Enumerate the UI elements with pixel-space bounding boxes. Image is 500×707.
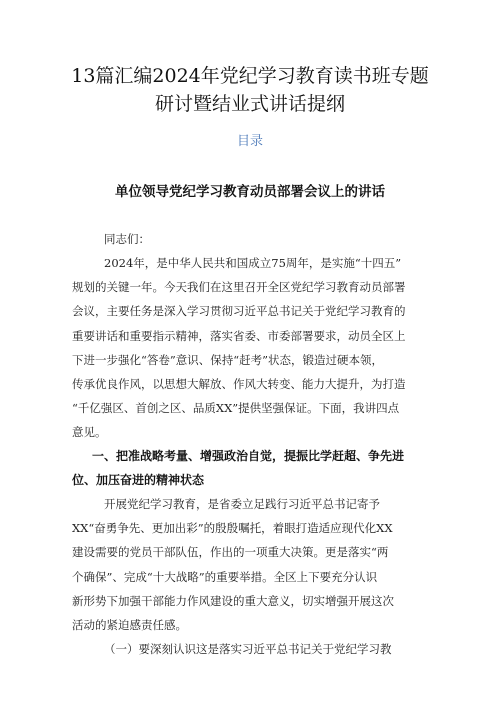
heading-1-line: 位、加压奋进的精神状态 <box>72 473 205 487</box>
paragraph-1-line: 2024年，是中华人民共和国成立75周年，是实施“十四五” <box>104 256 402 270</box>
heading-1 <box>72 444 434 492</box>
paragraph-1-line: 会议，主要任务是深入学习贯彻习近平总书记关于党纪学习教育的 <box>72 304 406 319</box>
salutation-text: 同志们： <box>104 232 150 246</box>
paragraph-1 <box>72 251 434 445</box>
paragraph-2-line: 开展党纪学习教育，是省委立足践行习近平总书记寄予 <box>104 497 380 511</box>
paragraph-2-line: 新形势下加强干部能力作风建设的重大意义，切实增强开展这次 <box>72 593 394 608</box>
subheading-1-line: （一）要深刻认识这是落实习近平总书记关于党纪学习教 <box>104 642 392 656</box>
document-title-line-1: 13篇汇编2024年党纪学习教育读书班专题 <box>71 65 429 87</box>
paragraph-2-line: 个确保”、完成“十大战略”的重要举措。全区上下要充分认识 <box>72 569 378 584</box>
paragraph-2-line: 建设需要的党员干部队伍，作出的一项重大决策。更是落实“两 <box>72 545 389 560</box>
paragraph-2-line: XX“奋勇争先、更加出彩”的殷殷嘱托，着眼打造适应现代化XX <box>72 521 393 536</box>
toc-link[interactable]: 目录 <box>236 134 263 149</box>
salutation <box>104 227 466 251</box>
paragraph-1-line: 规划的关键一年。今天我们在这里召开全区党纪学习教育动员部署 <box>72 280 406 295</box>
subheading-1 <box>72 637 434 661</box>
document-title <box>0 62 500 118</box>
paragraph-1-line: 传承优良作风，以思想大解放、作风大转变、能力大提升，为打造 <box>72 377 406 392</box>
document-title-line-2: 研讨暨结业式讲话提纲 <box>154 93 345 115</box>
paragraph-1-line: “千亿强区、首创之区、品质XX”提供坚强保证。下面，我讲四点 <box>72 401 400 416</box>
paragraph-2 <box>72 492 434 637</box>
paragraph-1-line: 重要讲话和重要指示精神，落实省委、市委部署要求，动员全区上 <box>72 328 406 343</box>
paragraph-1-line: 下进一步强化“答卷”意识、保持“赶考”状态，锻造过硬本领， <box>72 352 384 367</box>
paragraph-1-line: 意见。 <box>72 425 107 440</box>
heading-1-line: 一、把准战略考量、增强政治自觉，提振比学赶超、争先进 <box>92 449 405 463</box>
section-title: 单位领导党纪学习教育动员部署会议上的讲话 <box>115 184 385 200</box>
paragraph-2-line: 活动的紧迫感责任感。 <box>72 618 187 633</box>
